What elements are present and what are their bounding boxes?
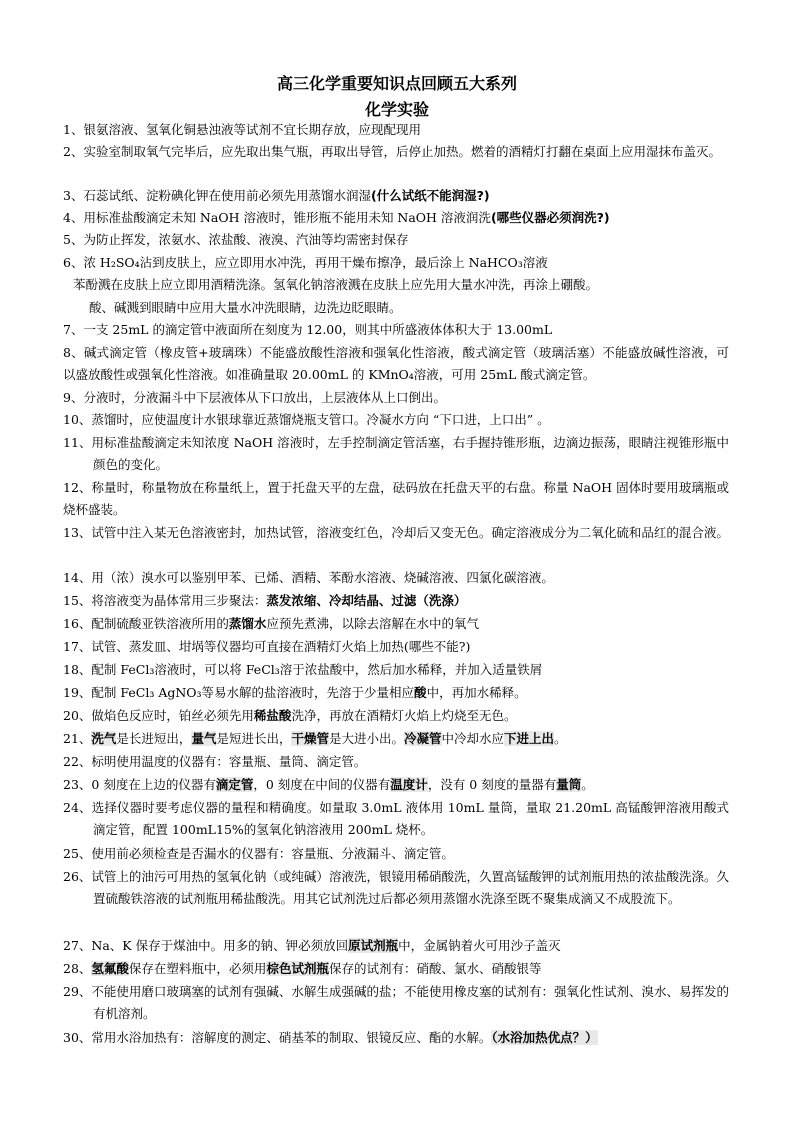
list-item: 4、用标准盐酸滴定未知 NaOH 溶液时，锥形瓶不能用未知 NaOH 溶液润洗(哪些仪器必须润洗?) [63, 210, 610, 225]
list-item: 16、配制硫酸亚铁溶液所用的蒸馏水应预先煮沸，以除去溶解在水中的氧气 [63, 616, 479, 631]
list-item: 26、试管上的油污可用热的氢氧化钠（或纯碱）溶液洗，银镜用稀硝酸洗，久置高锰酸钾的试剂瓶用热的浓盐酸洗涤。久置硫酸铁溶液的试剂瓶用稀盐酸洗。用其它试剂洗过后都必须用蒸馏水洗涤至既不聚集成滴又不成股流下。 [63, 869, 729, 906]
list-item: 23、0 刻度在上边的仪器有滴定管，0 刻度在中间的仪器有温度计，没有 0 刻度的量器有量筒。 [63, 777, 594, 792]
list-item: 2、实验室制取氧气完毕后，应先取出集气瓶，再取出导管，后停止加热。燃着的酒精灯打翻在桌面上应用湿抹布盖灭。 [63, 144, 721, 159]
list-item-continuation: 酸、碱溅到眼睛中应用大量水冲洗眼睛，边洗边眨眼睛。 [89, 300, 402, 315]
list-item: 8、碱式滴定管（橡皮管+玻璃珠）不能盛放酸性溶液和强氧化性溶液，酸式滴定管（玻璃活塞）不能盛放碱性溶液，可以盛放酸性或强氧化性溶液。如准确量取 20.00mL 的 KMnO₄溶液，可用 25mL 酸式滴定管。 [63, 345, 729, 382]
list-item: 27、Na、K 保存于煤油中。用多的钠、钾必须放回原试剂瓶中，金属钠着火可用沙子盖灭 [63, 938, 561, 953]
list-item: 6、浓 H₂SO₄沾到皮肤上，应立即用水冲洗，再用干燥布擦净，最后涂上 NaHCO₃溶液 [63, 255, 548, 270]
list-item: 10、蒸馏时，应使温度计水银球靠近蒸馏烧瓶支管口。冷凝水方向 “下口进，上口出” 。 [63, 412, 550, 427]
list-item: 28、氢氟酸保存在塑料瓶中，必须用棕色试剂瓶保存的试剂有：硝酸、氯水、硝酸银等 [63, 961, 542, 976]
list-item: 3、石蕊试纸、淀粉碘化钾在使用前必须先用蒸馏水润湿(什么试纸不能润湿?) [63, 188, 490, 203]
page-title: 高三化学重要知识点回顾五大系列 [276, 74, 517, 93]
page-subtitle: 化学实验 [364, 100, 429, 119]
list-item: 7、一支 25mL 的滴定管中液面所在刻度为 12.00，则其中所盛液体体积大于 13.00mL [63, 322, 553, 337]
list-item: 18、配制 FeCl₃溶液时，可以将 FeCl₃溶于浓盐酸中，然后加水稀释，并加入适量铁屑 [63, 662, 543, 677]
list-item: 12、称量时，称量物放在称量纸上，置于托盘天平的左盘，砝码放在托盘天平的右盘。称量 NaOH 固体时要用玻璃瓶或烧杯盛装。 [63, 480, 729, 517]
list-item: 14、用（浓）溴水可以鉴别甲苯、已烯、酒精、苯酚水溶液、烧碱溶液、四氯化碳溶液。 [63, 570, 554, 585]
list-item: 15、将溶液变为晶体常用三步聚法：蒸发浓缩、冷却结晶、过滤（洗涤） [63, 593, 467, 608]
list-item: 9、分液时，分液漏斗中下层液体从下口放出，上层液体从上口倒出。 [63, 390, 446, 405]
list-item: 5、为防止挥发，浓氨水、浓盐酸、液溴、汽油等均需密封保存 [63, 232, 409, 247]
list-item: 25、使用前必须检查是否漏水的仪器有：容量瓶、分液漏斗、滴定管。 [63, 846, 454, 861]
question-note: (哪些仪器必须润洗?) [490, 210, 610, 225]
list-item: 29、不能使用磨口玻璃塞的试剂有强碱、水解生成强碱的盐；不能使用橡皮塞的试剂有：强氧化性试剂、溴水、易挥发的有机溶剂。 [63, 984, 729, 1021]
question-note: (什么试纸不能润湿?) [370, 188, 490, 203]
list-item: 22、标明使用温度的仪器有：容量瓶、量筒、滴定管。 [63, 754, 367, 769]
list-item: 30、常用水浴加热有：溶解度的测定、硝基苯的制取、银镜反应、酯的水解。（水浴加热优点？） [63, 1030, 598, 1045]
list-item: 20、做焰色反应时，铂丝必须先用稀盐酸洗净，再放在酒精灯火焰上灼烧至无色。 [63, 708, 517, 723]
list-item: 24、选择仪器时要考虑仪器的量程和精确度。如量取 3.0mL 液体用 10mL 量筒，量取 21.20mL 高锰酸钾溶液用酸式滴定管，配置 100mL15%的氢氧化钠溶液用 200mL 烧杯。 [63, 800, 729, 837]
list-item: 1、银氨溶液、氢氧化铜悬浊液等试剂不宜长期存放，应现配现用 [63, 122, 421, 137]
list-item: 21、洗气是长进短出，量气是短进长出，干燥管是大进小出。冷凝管中冷却水应下进上出。 [63, 731, 567, 746]
list-item: 11、用标准盐酸滴定未知浓度 NaOH 溶液时，左手控制滴定管活塞，右手握持锥形瓶，边滴边振荡，眼睛注视锥形瓶中颜色的变化。 [63, 435, 729, 472]
list-item: 19、配制 FeCl₃ AgNO₃等易水解的盐溶液时，先溶于少量相应酸中，再加水稀释。 [63, 685, 527, 700]
question-note: （水浴加热优点？） [491, 1030, 598, 1045]
key-phrase: 蒸发浓缩、冷却结晶、过滤（洗涤） [266, 593, 467, 608]
list-item: 17、试管、蒸发皿、坩埚等仪器均可直接在酒精灯火焰上加热(哪些不能?) [63, 639, 471, 654]
list-item-continuation: 苯酚溅在皮肤上应立即用酒精洗涤。氢氧化钠溶液溅在皮肤上应先用大量水冲洗，再涂上硼酸。 [73, 277, 599, 292]
list-item: 13、试管中注入某无色溶液密封，加热试管，溶液变红色，冷却后又变无色。确定溶液成分为二氧化硫和品红的混合液。 [63, 525, 729, 540]
